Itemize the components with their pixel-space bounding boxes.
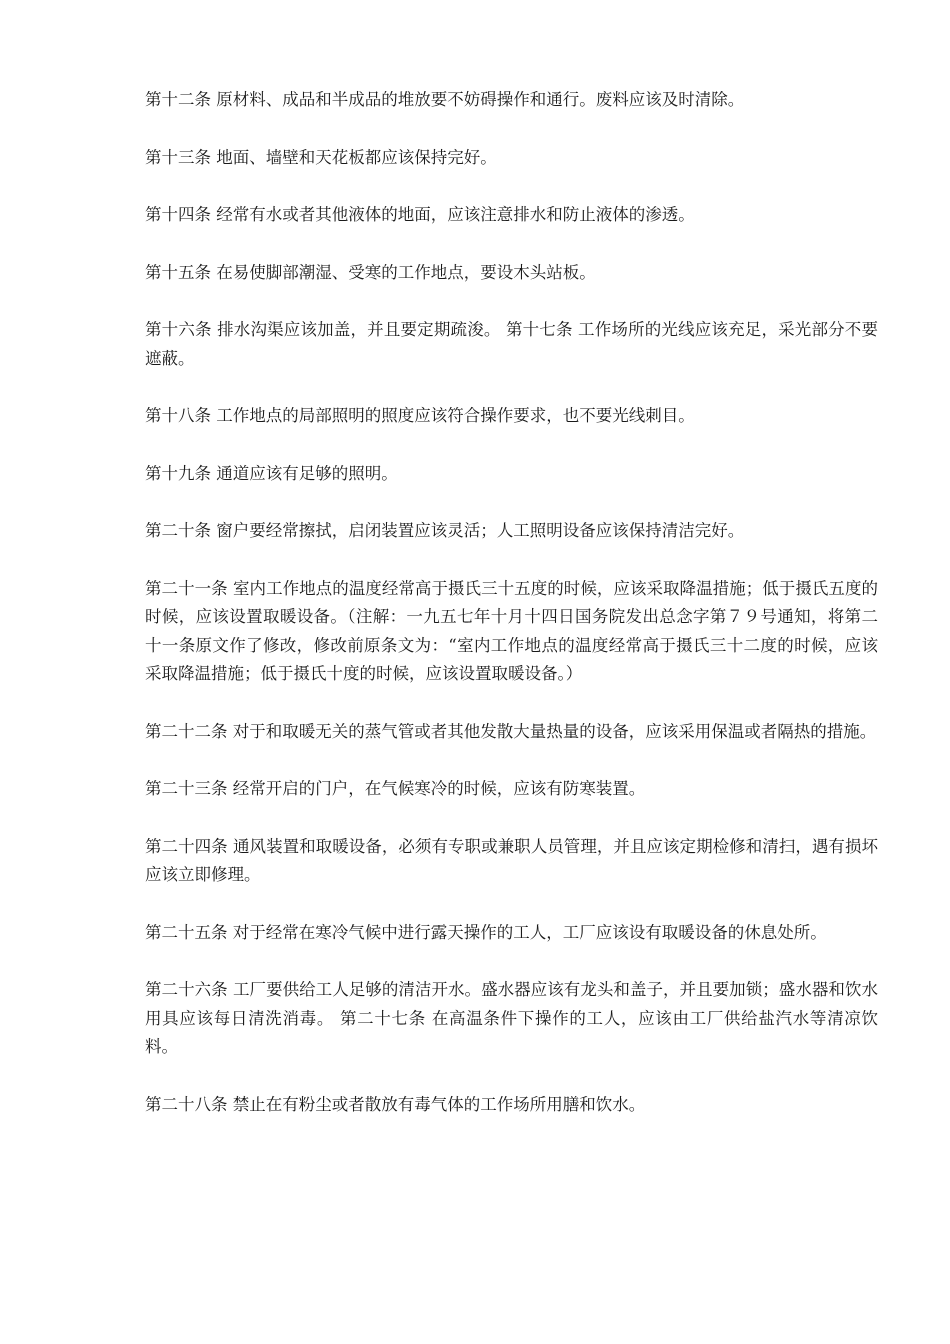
- article-23: 第二十三条 经常开启的门户，在气候寒冷的时候，应该有防寒装置。: [145, 779, 646, 798]
- article-14: 第十四条 经常有水或者其他液体的地面，应该注意排水和防止液体的渗透。: [145, 205, 695, 224]
- article-22: 第二十二条 对于和取暖无关的蒸气管或者其他发散大量热量的设备，应该采用保温或者隔热的措施。: [145, 721, 877, 741]
- article-13: 第十三条 地面、墙壁和天花板都应该保持完好。: [145, 147, 497, 167]
- article-26-27: 第二十六条 工厂要供给工人足够的清洁开水。盛水器应该有龙头和盖子，并且要加锁；盛水器和饮水用具应该每日清洗消毒。 第二十七条 在高温条件下操作的工人，应该由工厂供给盐汽水等清凉饮料。: [145, 980, 878, 1056]
- article-15: 第十五条 在易使脚部潮湿、受寒的工作地点，要设木头站板。: [145, 262, 596, 282]
- article-12: 第十二条 原材料、成品和半成品的堆放要不妨碍操作和通行。废料应该及时清除。: [145, 90, 745, 109]
- article-20: 第二十条 窗户要经常擦拭，启闭装置应该灵活；人工照明设备应该保持清洁完好。: [145, 521, 745, 540]
- article-19: 第十九条 通道应该有足够的照明。: [145, 463, 398, 483]
- article-16-17: 第十六条 排水沟渠应该加盖，并且要定期疏浚。 第十七条 工作场所的光线应该充足，采光部分不要遮蔽。: [145, 320, 878, 368]
- document-page: [145, 86, 878, 1148]
- article-28: 第二十八条 禁止在有粉尘或者散放有毒气体的工作场所用膳和饮水。: [145, 1094, 646, 1114]
- article-25: 第二十五条 对于经常在寒冷气候中进行露天操作的工人，工厂应该设有取暖设备的休息处所。: [145, 922, 827, 942]
- article-18: 第十八条 工作地点的局部照明的照度应该符合操作要求，也不要光线刺目。: [145, 406, 695, 425]
- article-21: 第二十一条 室内工作地点的温度经常高于摄氏三十五度的时候，应该采取降温措施；低于摄氏五度的时候，应该设置取暖设备。（注解：一九五七年十月十四日国务院发出总念字第７９号通知，将第二十一条原文作了修改，修改前原条文为：“室内工作地点的温度经常高于摄氏三十二度的时候，应该采取降温措施；低于摄氏十度的时候，应该设置取暖设备。）: [145, 578, 878, 683]
- article-24: 第二十四条 通风装置和取暖设备，必须有专职或兼职人员管理，并且应该定期检修和清扫，遇有损坏应该立即修理。: [145, 836, 878, 884]
